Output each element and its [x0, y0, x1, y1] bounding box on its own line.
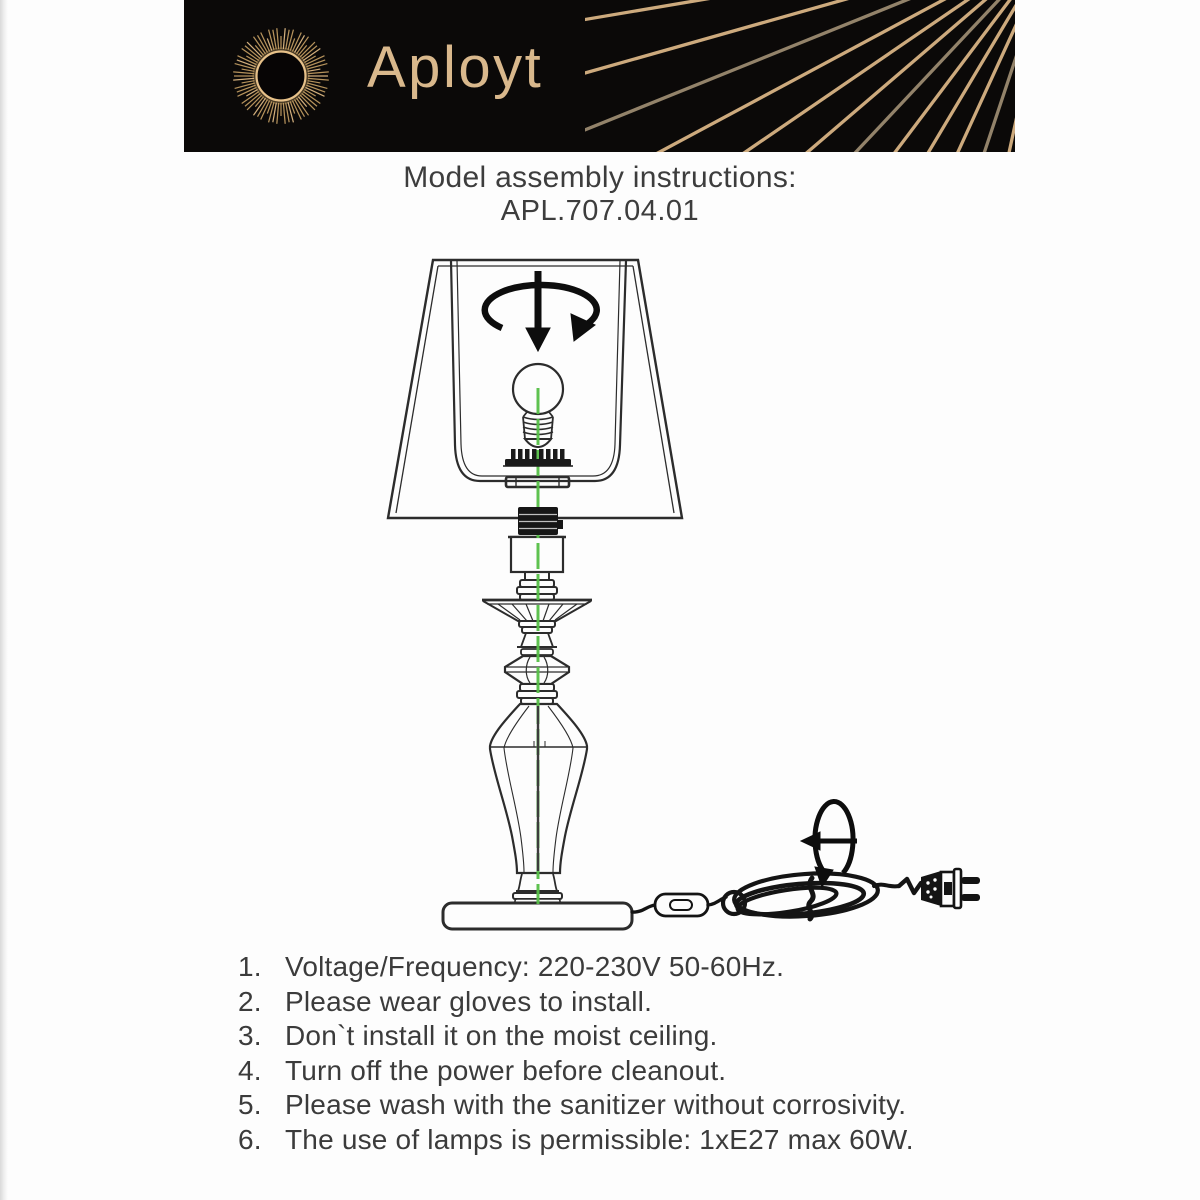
item-text: Please wash with the sanitizer without corrosivity.	[285, 1089, 907, 1121]
instruction-item	[238, 1019, 914, 1054]
instruction-list	[238, 950, 914, 1158]
item-number: 6.	[238, 1123, 262, 1155]
item-text: Turn off the power before cleanout.	[285, 1054, 727, 1086]
item-text: Please wear gloves to install.	[285, 985, 653, 1017]
item-number: 5.	[238, 1089, 262, 1121]
instruction-item	[238, 1054, 914, 1089]
item-number: 1.	[238, 951, 262, 982]
power-cord	[632, 894, 726, 916]
brand-name: Aployt	[367, 35, 544, 100]
item-text: Voltage/Frequency: 220-230V 50-60Hz.	[285, 951, 785, 982]
page-title: Model assembly instructions:	[403, 161, 797, 194]
model-code: APL.707.04.01	[500, 195, 700, 227]
instruction-item	[238, 950, 914, 985]
cord-coil	[723, 869, 899, 921]
rotate-arrow-icon	[485, 271, 597, 351]
instruction-item	[238, 1123, 914, 1158]
power-plug	[899, 869, 980, 908]
socket-cap	[518, 507, 563, 535]
item-number: 2.	[238, 985, 262, 1017]
base-plate	[443, 903, 632, 929]
item-number: 4.	[238, 1054, 262, 1086]
switch-button	[670, 900, 692, 910]
item-text: The use of lamps is permissible: 1xE27 max 60W.	[285, 1123, 914, 1155]
instruction-item	[238, 1088, 914, 1123]
item-text: Don`t install it on the moist ceiling.	[285, 1020, 718, 1052]
instruction-item	[238, 985, 914, 1020]
item-number: 3.	[238, 1020, 262, 1052]
